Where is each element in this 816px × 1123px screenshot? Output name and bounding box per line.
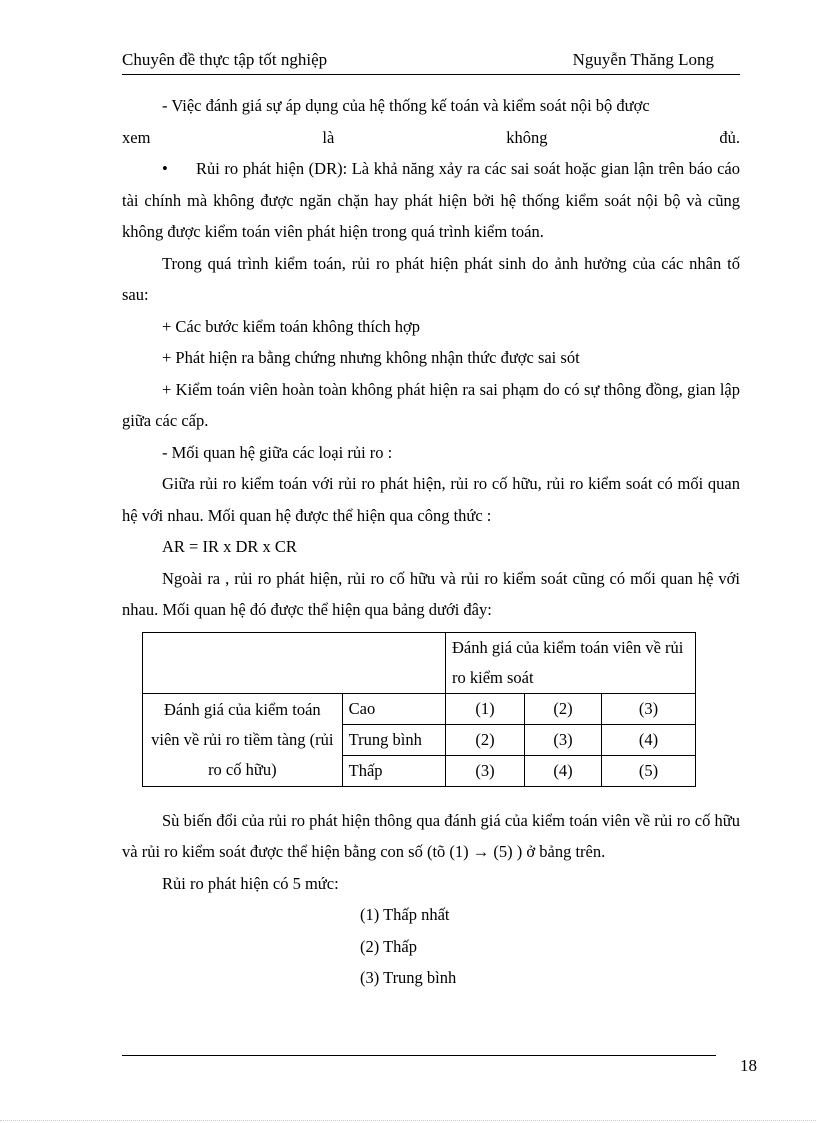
table-row [143, 693, 696, 724]
page-body [122, 90, 740, 994]
paragraph-1-continuation [122, 122, 740, 154]
paragraph-2: Rủi ro phát hiện (DR): Là khả năng xảy ra các sai soát hoặc gian lận trên báo cáo tài chính mà không được ngăn chặn hay phát hiện bởi hệ thống kiểm soát nội bộ và cũng không được kiểm toán viên phát hiện trong quá trình kiểm toán. [122, 159, 740, 241]
paragraph-9: Ngoài ra , rủi ro phát hiện, rủi ro cố hữu và rủi ro kiểm soát cũng có mối quan hệ với nhau. Mối quan hệ đó được thể hiện qua bảng dưới đây: [122, 568, 740, 619]
formula: AR = IR x DR x CR [162, 537, 297, 556]
inherent-risk-header: Đánh giá của kiểm toán viên về rủi ro tiềm tàng (rủi ro cố hữu) [143, 693, 343, 786]
word-xem: xem [122, 127, 151, 147]
table-cell: (1) [446, 693, 525, 724]
word-la: là [322, 127, 335, 147]
document-title: Chuyên đề thực tập tốt nghiệp [122, 50, 328, 69]
author-name: Nguyễn Thăng Long [572, 50, 714, 69]
page-break-line [0, 1120, 816, 1121]
paragraph-10: Sù biến đổi của rủi ro phát hiện thông qua đánh giá của kiểm toán viên về rủi ro cố hữu và rủi ro kiểm soát được thể hiện bằng con số (tõ (1) → (5) ) ở bảng trên. [122, 810, 740, 861]
table-cell-empty [143, 632, 446, 693]
paragraph-5: + Phát hiện ra bằng chứng nhưng không nhận thức được sai sót [162, 348, 580, 367]
paragraph-11: Rủi ro phát hiện có 5 mức: [162, 873, 339, 893]
table-cell: (5) [602, 755, 696, 786]
bullet-icon: • [162, 159, 168, 178]
paragraph-4: + Các bước kiểm toán không thích hợp [162, 316, 420, 336]
table-cell: (3) [602, 693, 696, 724]
table-cell: (3) [446, 755, 525, 786]
row-label-medium: Trung bình [342, 724, 445, 755]
page-number: 18 [740, 1056, 757, 1075]
bullet-paragraph [122, 153, 740, 248]
word-du: đủ. [719, 127, 741, 147]
level-item: (2) Thấp [360, 936, 417, 956]
row-label-high: Cao [342, 693, 445, 724]
table-cell: (2) [446, 724, 525, 755]
paragraph-3: Trong quá trình kiểm toán, rủi ro phát hiện phát sinh do ảnh hưởng của các nhân tố sau: [122, 253, 740, 304]
paragraph-8: Giữa rủi ro kiểm toán với rủi ro phát hiện, rủi ro cố hữu, rủi ro kiểm soát có mối quan hệ với nhau. Mối quan hệ được thể hiện qua công thức : [122, 474, 740, 525]
table-cell: (4) [525, 755, 602, 786]
table-cell: (3) [525, 724, 602, 755]
row-label-low: Thấp [342, 755, 445, 786]
footer-divider [122, 1055, 716, 1056]
control-risk-header: Đánh giá của kiểm toán viên về rủi ro kiểm soát [446, 632, 696, 693]
page-header [122, 46, 740, 75]
paragraph-6: + Kiểm toán viên hoàn toàn không phát hiện ra sai phạm do có sự thông đồng, gian lập giữa các cấp. [122, 379, 740, 430]
word-khong: không [506, 127, 548, 147]
table-row [143, 632, 696, 693]
table-cell: (2) [525, 693, 602, 724]
paragraph-1: - Việc đánh giá sự áp dụng của hệ thống kế toán và kiểm soát nội bộ được [162, 96, 650, 115]
level-item: (1) Thấp nhất [360, 905, 450, 924]
table-cell: (4) [602, 724, 696, 755]
risk-table [142, 632, 696, 787]
paragraph-7: - Mối quan hệ giữa các loại rủi ro : [162, 442, 393, 462]
level-item: (3) Trung bình [360, 968, 457, 987]
